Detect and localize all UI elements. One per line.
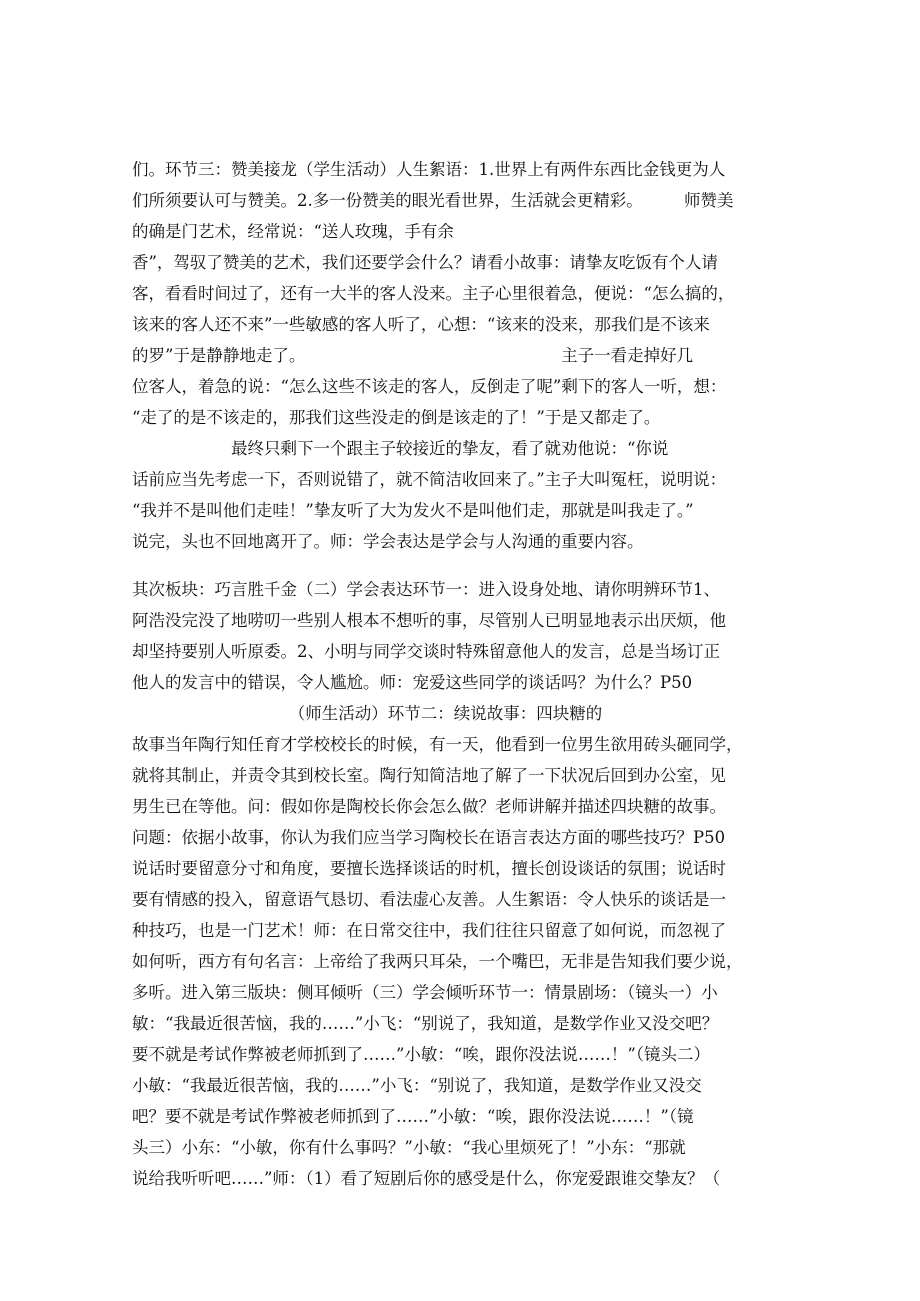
- text-line: 的罗”于是静静地走了。 主子一看走掉好几: [132, 346, 694, 365]
- text-line: 说给我听听吧……”师：（1）看了短剧后你的感受是什么，你宠爱跟谁交挚友？（: [132, 1169, 721, 1188]
- text-line: 说完，头也不回地离开了。师：学会表达是学会与人沟通的重要内容。: [132, 532, 644, 551]
- text-line: 最终只剩下一个跟主子较接近的挚友，看了就劝他说：“你说: [132, 439, 669, 458]
- text-line: 香”，驾驭了赞美的艺术，我们还要学会什么？请看小故事：请挚友吃饭有个人请: [132, 253, 718, 272]
- text-line: 男生已在等他。问：假如你是陶校长你会怎么做？老师讲解并描述四块糖的故事。: [132, 797, 726, 816]
- text-line: 们所须要认可与赞美。2.多一份赞美的眼光看世界，生活就会更精彩。 师赞美: [132, 191, 734, 210]
- text-line: 敏：“我最近很苦恼，我的……”小飞：“别说了，我知道，是数学作业又没交吧？: [132, 1014, 719, 1033]
- text-line: 种技巧，也是一门艺术！师：在日常交往中，我们往往只留意了如何说，而忽视了: [132, 921, 726, 940]
- text-line: 如何听，西方有句名言：上帝给了我两只耳朵，一个嘴巴，无非是告知我们要少说，: [132, 952, 743, 971]
- text-line: 吧？要不就是考试作弊被老师抓到了……”小敏：“唉，跟你没法说……！”（镜: [132, 1107, 694, 1126]
- text-line: 位客人，着急的说：“怎么这些不该走的客人，反倒走了呢”剩下的客人一听，想：: [132, 377, 727, 396]
- text-line: 话前应当先考虑一下，否则说错了，就不简洁收回来了。”主子大叫冤枉，说明说：: [132, 470, 727, 489]
- text-line: 要有情感的投入，留意语气恳切、看法虚心友善。人生絮语：令人快乐的谈话是一: [132, 890, 726, 909]
- text-line: 问题：依据小故事，你认为我们应当学习陶校长在语言表达方面的哪些技巧？P50: [132, 828, 726, 847]
- text-line: “走了的是不该走的，那我们这些没走的倒是该走的了！”于是又都走了。: [132, 408, 661, 427]
- text-line: 说话时要留意分寸和角度，要擅长选择谈话的时机，擅长创设谈话的氛围；说话时: [132, 859, 726, 878]
- text-line: 小敏：“我最近很苦恼，我的……”小飞：“别说了，我知道，是数学作业又没交: [132, 1076, 702, 1095]
- text-line: “我并不是叫他们走哇！”挚友听了大为发火不是叫他们走，那就是叫我走了。”: [132, 501, 694, 520]
- text-line: 客，看看时间过了，还有一大半的客人没来。主子心里很着急，便说：“怎么搞的，: [132, 284, 735, 303]
- text-line: 其次板块：巧言胜千金（二）学会表达环节一：进入设身处地、请你明辨环节1、: [132, 580, 720, 599]
- text-line: 要不就是考试作弊被老师抓到了……”小敏：“唉，跟你没法说……！”（镜头二）: [132, 1045, 711, 1064]
- text-line: 故事当年陶行知任育才学校校长的时候，有一天，他看到一位男生欲用砖头砸同学，: [132, 735, 743, 754]
- text-line: 阿浩没完没了地唠叨一些别人根本不想听的事，尽管别人已明显地表示出厌烦，他: [132, 611, 726, 630]
- text-line: 多听。进入第三版块：侧耳倾听（三）学会倾听环节一：情景剧场：（镜头一）小: [132, 983, 718, 1002]
- text-line: （师生活动）环节二：续说故事：四块糖的: [132, 704, 603, 723]
- text-line: 的确是门艺术，经常说：“送人玫瑰，手有余: [132, 222, 454, 241]
- text-line: 们。环节三：赞美接龙（学生活动）人生絮语：1.世界上有两件东西比金钱更为人: [132, 160, 726, 179]
- text-line: 该来的客人还不来”一些敏感的客人听了，心想：“该来的没来，那我们是不该来: [132, 315, 710, 334]
- text-line: 他人的发言中的错误，令人尴尬。师：宠爱这些同学的谈话吗？为什么？P50: [132, 673, 693, 692]
- text-line: 头三）小东：“小敏，你有什么事吗？”小敏：“我心里烦死了！”小东：“那就: [132, 1138, 686, 1157]
- text-line: 却坚持要别人听原委。2、小明与同学交谈时特殊留意他人的发言，总是当场订正: [132, 642, 720, 661]
- text-line: 就将其制止，并责令其到校长室。陶行知简洁地了解了一下状况后回到办公室，见: [132, 766, 726, 785]
